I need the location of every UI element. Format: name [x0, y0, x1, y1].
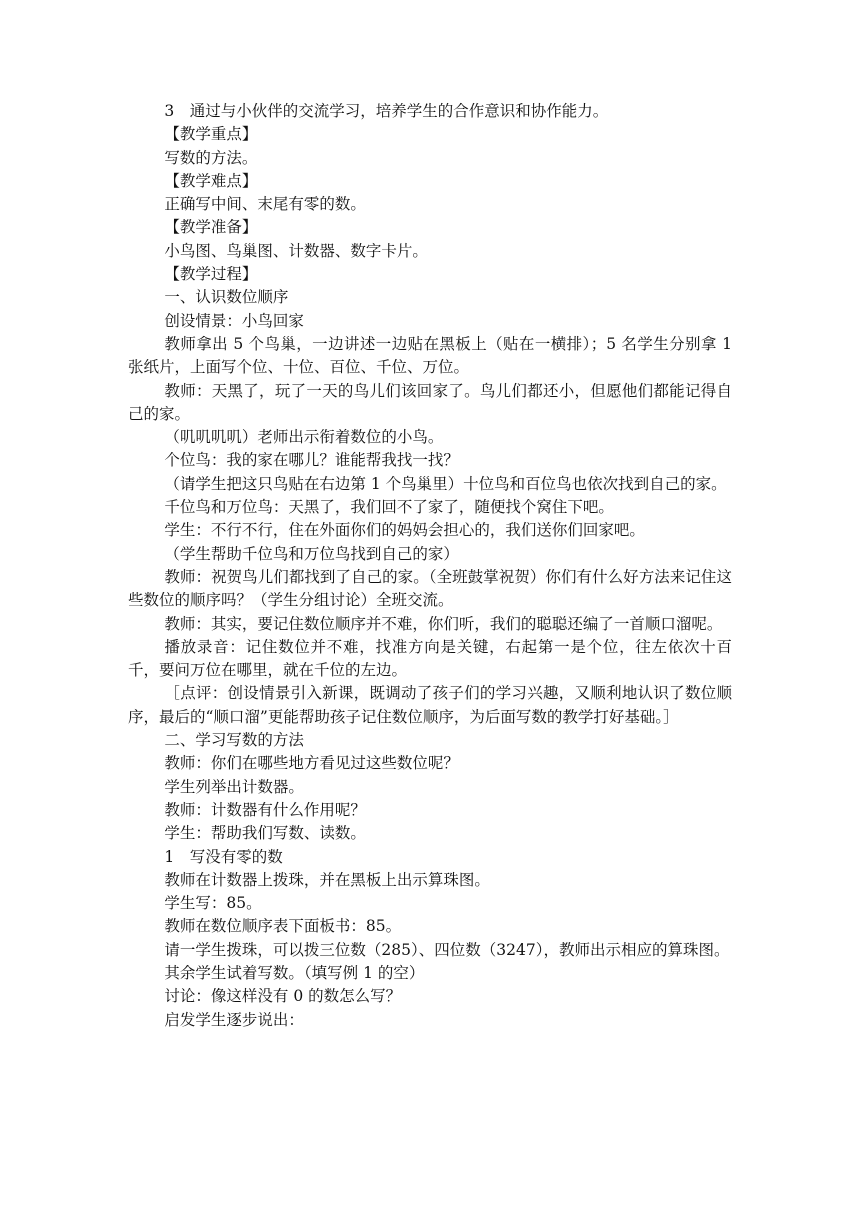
paragraph: 教师在计数器上拨珠，并在黑板上出示算珠图。 [164, 870, 490, 889]
paragraph: 教师在数位顺序表下面板书：85。 [164, 917, 402, 936]
paragraph: 个位鸟：我的家在哪儿？谁能帮我找一找？ [164, 451, 459, 470]
paragraph: 讨论：像这样没有 0 的数怎么写？ [164, 987, 402, 1006]
paragraph: 请一学生拨珠，可以拨三位数（285）、四位数（3247），教师出示相应的算珠图。 [164, 940, 730, 959]
heading-teaching-difficulty: 【教学难点】 [164, 171, 258, 190]
paragraph: 学生列举出计数器。 [164, 777, 304, 796]
heading-teaching-preparation: 【教学准备】 [164, 218, 258, 237]
heading-teaching-process: 【教学过程】 [164, 265, 258, 284]
paragraph: 教师：计数器有什么作用呢？ [164, 800, 366, 819]
paragraph: 教师：祝贺鸟儿们都找到了自己的家。（全班鼓掌祝贺）你们有什么好方法来记住这些数位的顺序吗？（学生分组讨论）全班交流。 [128, 567, 732, 610]
paragraph: 创设情景：小鸟回家 [164, 311, 304, 330]
paragraph: 教师：天黑了，玩了一天的鸟儿们该回家了。鸟儿们都还小，但愿他们都能记得自己的家。 [128, 381, 732, 423]
paragraph: （学生帮助千位鸟和万位鸟找到自己的家） [164, 544, 459, 563]
paragraph: 播放录音：记住数位并不难，找准方向是关键，右起第一是个位，往左依次十百千，要问万位在哪里，就在千位的左边。 [128, 637, 732, 680]
paragraph: 教师拿出 5 个鸟巢，一边讲述一边贴在黑板上（贴在一横排）；5 名学生分别拿 1 张纸片，上面写个位、十位、百位、千位、万位。 [128, 334, 737, 377]
paragraph: 教师：你们在哪些地方看见过这些数位呢？ [164, 754, 459, 773]
commentary-paragraph: ［点评：创设情景引入新课，既调动了孩子们的学习兴趣，又顺利地认识了数位顺序，最后的“顺口溜”更能帮助孩子记住数位顺序，为后面写数的教学打好基础。］ [128, 684, 732, 726]
paragraph: 写数的方法。 [164, 148, 258, 167]
paragraph: 千位鸟和万位鸟：天黑了，我们回不了家了，随便找个窝住下吧。 [164, 498, 614, 517]
paragraph: 启发学生逐步说出： [164, 1010, 304, 1029]
paragraph: 学生：不行不行，住在外面你们的妈妈会担心的，我们送你们回家吧。 [164, 521, 645, 540]
paragraph: 教师：其实，要记住数位顺序并不难，你们听，我们的聪聪还编了一首顺口溜呢。 [164, 614, 723, 633]
section-heading-1: 一、认识数位顺序 [164, 288, 289, 307]
paragraph-goal-3: 3 通过与小伙伴的交流学习，培养学生的合作意识和协作能力。 [164, 102, 609, 120]
paragraph: 其余学生试着写数。（填写例 1 的空） [164, 963, 425, 982]
section-heading-2: 二、学习写数的方法 [164, 731, 304, 750]
paragraph: 正确写中间、末尾有零的数。 [164, 195, 366, 214]
paragraph: 学生：帮助我们写数、读数。 [164, 824, 366, 843]
document-page [128, 100, 737, 1032]
paragraph: 小鸟图、鸟巢图、计数器、数字卡片。 [164, 241, 428, 260]
subsection-heading-1: 1 写没有零的数 [164, 847, 283, 866]
heading-teaching-focus: 【教学重点】 [164, 125, 258, 144]
paragraph: （请学生把这只鸟贴在右边第 1 个鸟巢里）十位鸟和百位鸟也依次找到自己的家。 [164, 474, 727, 493]
paragraph: （叽叽叽叽）老师出示衔着数位的小鸟。 [164, 428, 444, 447]
paragraph: 学生写：85。 [164, 894, 262, 913]
